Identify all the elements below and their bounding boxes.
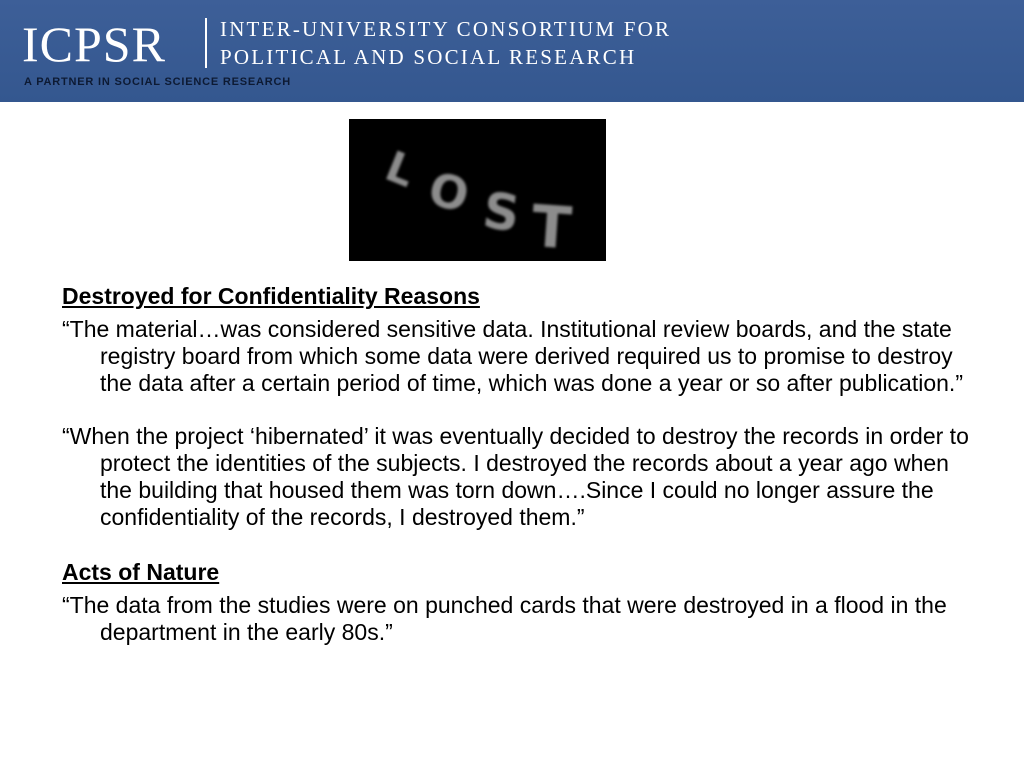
lost-image (349, 119, 606, 261)
icpsr-logo: ICPSR (22, 16, 166, 72)
logo-divider (205, 18, 207, 68)
tagline: A PARTNER IN SOCIAL SCIENCE RESEARCH (24, 76, 291, 88)
section-heading-acts-of-nature: Acts of Nature (62, 559, 220, 585)
quote-confidentiality-1: “The material…was considered sensitive data. Institutional review boards, and the state registry board from which some data were derived required us to promise to destroy the data after a certain period of time, which was done a year or so after publication.” (62, 316, 963, 396)
quote-acts-of-nature-1: “The data from the studies were on punched cards that were destroyed in a flood in the department in the early 80s.” (62, 592, 947, 645)
section-heading-confidentiality: Destroyed for Confidentiality Reasons (62, 283, 480, 309)
lost-letter-s: S (479, 181, 524, 244)
header-banner (0, 0, 1024, 102)
spacer (62, 397, 982, 423)
lost-letter-o: O (423, 161, 475, 224)
lost-letter-t: T (529, 191, 574, 261)
lost-graphic (349, 119, 606, 261)
quote-confidentiality-2: “When the project ‘hibernated’ it was eventually decided to destroy the records in order to protect the identities of the subjects. I destroyed the records about a year ago when the building that housed them was torn down….Since I could no longer assure the confidentiality of the records, I destroyed them.” (62, 423, 969, 530)
lost-letter-l: L (378, 141, 423, 197)
spacer (62, 531, 982, 559)
slide-body (62, 283, 982, 646)
org-name-line-2: POLITICAL AND SOCIAL RESEARCH (220, 45, 637, 69)
org-name-line-1: INTER-UNIVERSITY CONSORTIUM FOR (220, 17, 672, 41)
